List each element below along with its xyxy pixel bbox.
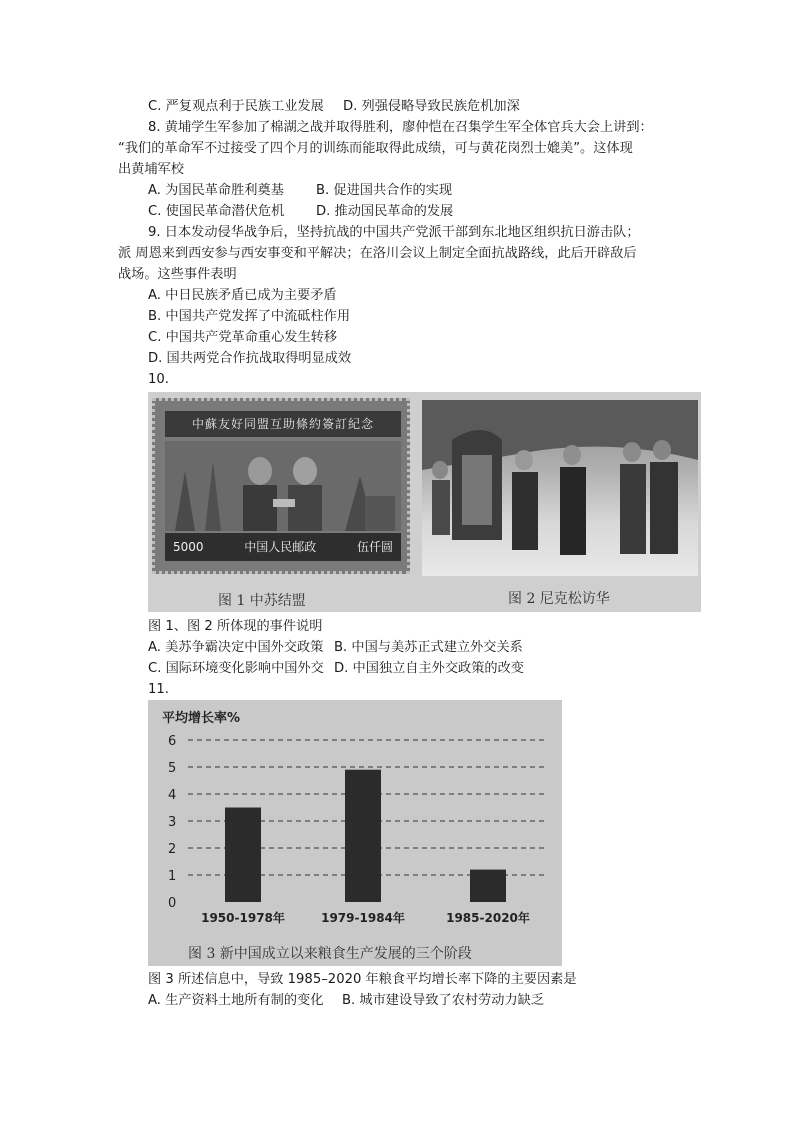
q10-stem: 图 1、图 2 所体现的事件说明 xyxy=(148,619,323,634)
q11-chart-figure xyxy=(148,700,562,966)
stamp-title: 中蘇友好同盟互助條約簽訂紀念 xyxy=(165,411,401,437)
bar xyxy=(470,870,506,902)
y-tick-label: 0 xyxy=(168,896,177,911)
sino-soviet-stamp-image xyxy=(152,398,410,574)
q10-option-d: D. 中国独立自主外交政策的改变 xyxy=(334,661,524,676)
q10-number: 10. xyxy=(148,372,169,387)
q10-option-a: A. 美苏争霸决定中国外交政策 xyxy=(148,640,324,655)
q9-option-b: B. 中国共产党发挥了中流砥柱作用 xyxy=(148,309,351,324)
x-tick-label: 1985-2020年 xyxy=(446,911,530,925)
y-tick-label: 3 xyxy=(168,815,177,830)
y-tick-label: 5 xyxy=(168,761,177,776)
q10-option-b: B. 中国与美苏正式建立外交关系 xyxy=(334,640,523,655)
q8-stem-line1: 8. 黄埔学生军参加了棉湖之战并取得胜利，廖仲恺在召集学生军全体官兵大会上讲到： xyxy=(148,120,653,135)
y-tick-label: 6 xyxy=(168,734,177,749)
q9-option-d: D. 国共两党合作抗战取得明显成效 xyxy=(148,351,352,366)
bar xyxy=(345,770,381,902)
stamp-value-bar xyxy=(165,533,401,561)
q8-option-a: A. 为国民革命胜利奠基 xyxy=(148,183,284,198)
q10-option-c: C. 国际环境变化影响中国外交 xyxy=(148,661,324,676)
grain-growth-bar-chart xyxy=(148,700,562,966)
q8-option-d: D. 推动国民革命的发展 xyxy=(316,204,454,219)
q9-stem-line2: 派 周恩来到西安参与西安事变和平解决；在洛川会议上制定全面抗战路线，此后开辟敌后 xyxy=(118,246,637,261)
nixon-visit-photo xyxy=(422,400,698,576)
fig1-caption: 图 1 中苏结盟 xyxy=(218,593,306,609)
bar xyxy=(225,808,261,903)
q11-stem: 图 3 所述信息中，导致 1985–2020 年粮食平均增长率下降的主要因素是 xyxy=(148,972,577,987)
q8-option-c: C. 使国民革命潜伏危机 xyxy=(148,204,285,219)
fig2-caption: 图 2 尼克松访华 xyxy=(508,591,610,607)
q11-number: 11. xyxy=(148,682,169,697)
q9-stem-line3: 战场。这些事件表明 xyxy=(118,267,237,282)
q11-option-a: A. 生产资料土地所有制的变化 xyxy=(148,993,324,1008)
fig3-caption: 图 3 新中国成立以来粮食生产发展的三个阶段 xyxy=(188,946,472,962)
y-tick-label: 4 xyxy=(168,788,177,803)
stamp-handshake-illustration xyxy=(165,441,401,531)
q9-option-a: A. 中日民族矛盾已成为主要矛盾 xyxy=(148,288,337,303)
x-tick-label: 1950-1978年 xyxy=(201,911,285,925)
stamp-issuer: 中国人民邮政 xyxy=(244,540,317,554)
q11-option-b: B. 城市建设导致了农村劳动力缺乏 xyxy=(342,993,545,1008)
q9-option-c: C. 中国共产党革命重心发生转移 xyxy=(148,330,338,345)
q9-stem-line1: 9. 日本发动侵华战争后，坚持抗战的中国共产党派干部到东北地区组织抗日游击队； xyxy=(148,225,640,240)
y-tick-label: 1 xyxy=(168,869,177,884)
q8-stem-line2: “我们的革命军不过接受了四个月的训练而能取得此成绩，可与黄花岗烈士媲美”。这体现 xyxy=(118,141,633,156)
q7-option-c: C. 严复观点利于民族工业发展 xyxy=(148,99,324,114)
y-tick-label: 2 xyxy=(168,842,177,857)
q7-option-d: D. 列强侵略导致民族危机加深 xyxy=(343,99,520,114)
stamp-value: 5000 xyxy=(173,540,204,554)
q8-stem-line3: 出黄埔军校 xyxy=(118,162,184,177)
q10-figure-image xyxy=(148,392,701,612)
nixon-visit-scene xyxy=(422,400,698,576)
chart-ylabel: 平均增长率% xyxy=(162,711,241,726)
stamp-value-cn: 伍仟圆 xyxy=(356,540,393,554)
q8-option-b: B. 促进国共合作的实现 xyxy=(316,183,453,198)
x-tick-label: 1979-1984年 xyxy=(321,911,405,925)
